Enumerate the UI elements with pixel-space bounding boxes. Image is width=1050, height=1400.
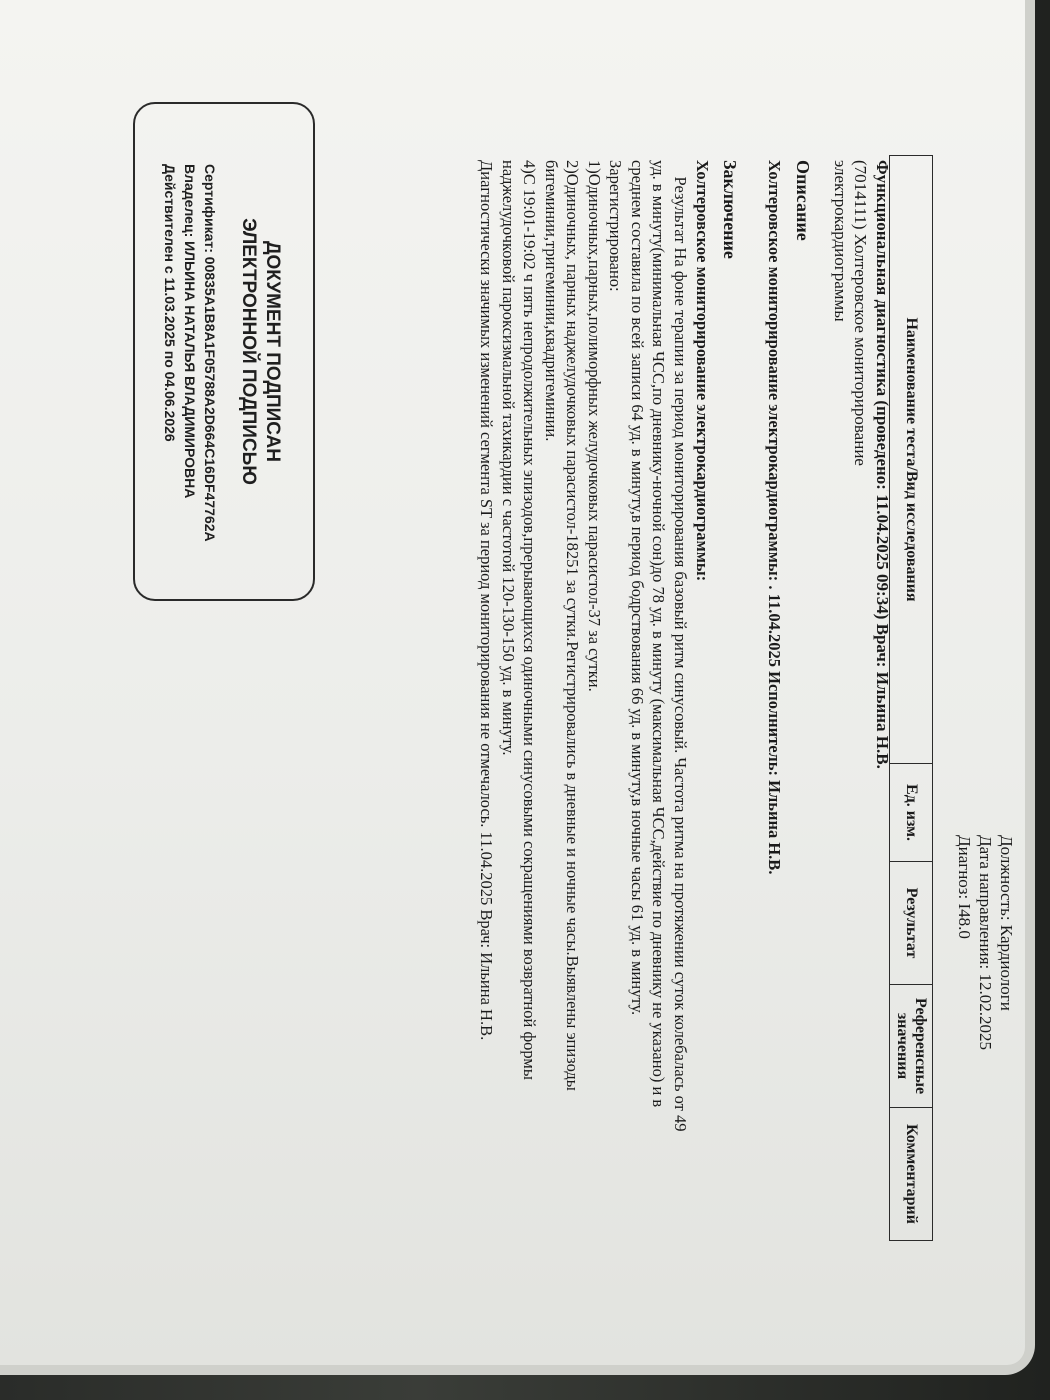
diagnosis-line: Диагноз: I48.0: [955, 835, 974, 939]
stamp-certificate: Сертификат: 00835A1B8A1F05788A2D664C16DF47762A: [202, 164, 218, 542]
test-name-line-1: (7014111) Холтеровское мониторирование: [851, 160, 870, 466]
stamp-title-line-2: ЭЛЕКТРОННОЙ ПОДПИСЬЮ: [238, 218, 259, 485]
conclusion-line: Диагностически значимых изменений сегмента ST за период мониторирования не отмечалось. 11.04.2025 Врач: Ильина Н.В.: [477, 160, 497, 1041]
stamp-owner: Владелец: ИЛЬИНА НАТАЛЬЯ ВЛАДИМИРОВНА: [182, 164, 198, 499]
conclusion-line: 1)Одиночных,парных,полиморфных желудочковых парасистол-37 за сутки.: [585, 160, 604, 692]
header-info: [954, 835, 1017, 1050]
test-name-line-2: электрокардиограммы: [831, 160, 850, 322]
functional-diagnostics-label: Функциональная диагностика (проведено: 11.04.2025 09:34) Врач: Ильина Н.В.: [873, 160, 892, 769]
description-text: Холтеровское мониторирование электрокардиограммы: . 11.04.2025 Исполнитель: Ильина Н.В.: [765, 160, 784, 875]
col-header-reference: Референсные значения: [890, 985, 933, 1108]
position-line: Должность: Кардиологи: [997, 835, 1016, 1011]
conclusion-line: бигеминии,тригеминии,квадригеминии.: [542, 160, 561, 442]
conclusion-line: 2)Одиночных, парных наджелудочковых парасистол-18251 за сутки.Регистрировались в дневные и ночные часы.Выявлены эпизоды: [563, 160, 583, 1091]
stamp-validity: Действителен с 11.03.2025 по 04.06.2026: [162, 164, 178, 442]
referral-date-line: Дата направления: 12.02.2025: [976, 835, 995, 1051]
conclusion-line: наджелудочковой пароксизмальной тахикардии с частотой 120-130-150 уд. в минуту.: [499, 160, 518, 756]
conclusion-line: Зарегистрировано:: [606, 160, 626, 292]
conclusion-body: [476, 160, 691, 1320]
col-header-result: Результат: [890, 862, 933, 985]
col-header-units: Ед. изм.: [890, 764, 933, 862]
col-header-test-name: Наименование теста/Вид исследования: [890, 156, 933, 764]
conclusion-line: уд. в минуту(минимальная ЧСС,по дневнику-ночной сон)до 78 уд. в минуту (максимальная ЧСС,действие по дневнику не указано) и в: [649, 160, 669, 1108]
results-table: [889, 155, 933, 1241]
conclusion-line: Результат На фоне терапии за период мониторирования базовый ритм синусовый. Частота ритма на протяжении суток колебалась от 49: [671, 160, 690, 1132]
table-header-row: [890, 156, 933, 1241]
test-name: [830, 160, 870, 920]
conclusion-line: среднем составила по всей записи 64 уд. в минуту,в период бодрствования 66 уд. в минуту,в ночные часы 61 уд. в минуту.: [628, 160, 647, 1016]
stamp-title-line-1: ДОКУМЕНТ ПОДПИСАН: [262, 240, 283, 463]
conclusion-line: 4)С 19:01-19:02 ч пять непродолжительных эпизодов,прерывающихся одиночными синусовыми сокращениями возвратной формы: [520, 160, 540, 1080]
description-title: Описание: [793, 160, 813, 241]
electronic-signature-stamp: [133, 102, 315, 601]
conclusion-title: Заключение: [720, 160, 740, 259]
conclusion-subtitle: Холтеровское мониторирование электрокардиограммы:: [693, 160, 712, 582]
col-header-comment: Комментарий: [890, 1108, 933, 1241]
